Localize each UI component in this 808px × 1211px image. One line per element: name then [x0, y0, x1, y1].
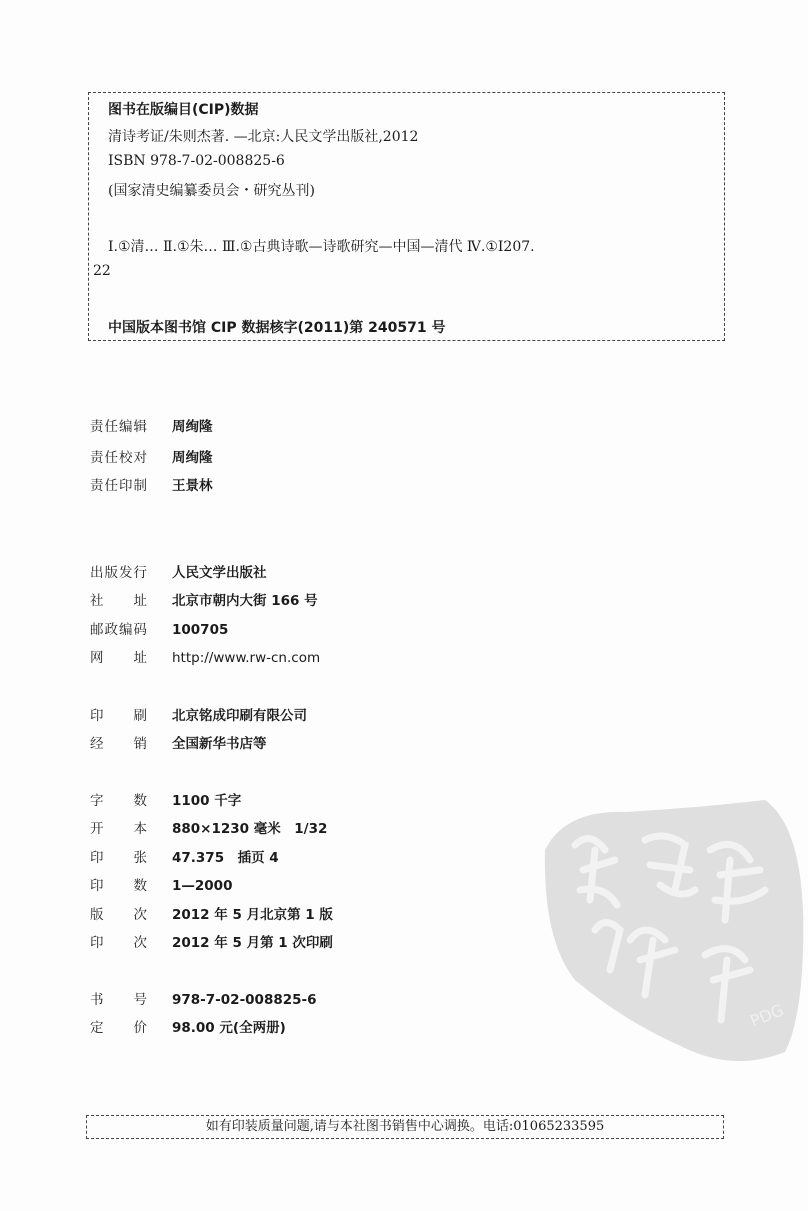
staff-row-proofreader — [90, 448, 213, 468]
publisher-website: http://www.rw-cn.com — [172, 650, 321, 666]
publisher-row-address — [90, 591, 318, 611]
cip-isbn-line: ISBN 978-7-02-008825-6 — [108, 153, 285, 169]
publisher-label: 社 址 — [90, 593, 148, 609]
staff-label: 责任校对 — [90, 450, 148, 466]
notice-box — [86, 1115, 724, 1139]
watermark-seal — [535, 790, 808, 1080]
cip-series-line: (国家清史编纂委员会・研究丛刊) — [108, 183, 315, 199]
book-value: 978-7-02-008825-6 — [172, 992, 317, 1008]
spec-value: 2012 年 5 月北京第 1 版 — [172, 907, 333, 923]
publisher-row-website — [90, 648, 320, 668]
cip-title: 图书在版编目(CIP)数据 — [108, 102, 259, 118]
cip-verification-number: 中国版本图书馆 CIP 数据核字(2011)第 240571 号 — [108, 320, 446, 336]
spec-value: 1—2000 — [172, 878, 233, 894]
spec-row-word-count — [90, 791, 241, 811]
publisher-label: 邮政编码 — [90, 622, 148, 638]
spec-row-edition — [90, 905, 333, 925]
printing-row-distributor — [90, 734, 267, 754]
staff-row-printing-supervisor — [90, 476, 213, 496]
publisher-label: 出版发行 — [90, 565, 148, 581]
book-label: 定 价 — [90, 1020, 148, 1036]
cip-classification-line: Ⅰ.①清… Ⅱ.①朱… Ⅲ.①古典诗歌—诗歌研究—中国—清代 Ⅳ.①I207. — [108, 239, 535, 255]
book-row-price — [90, 1018, 286, 1038]
staff-label: 责任印制 — [90, 478, 148, 494]
publisher-value: 人民文学出版社 — [172, 565, 267, 581]
spec-label: 印 张 — [90, 850, 148, 866]
publisher-value: 100705 — [172, 622, 229, 638]
spec-label: 印 次 — [90, 935, 148, 951]
printing-value: 全国新华书店等 — [172, 736, 267, 752]
notice-text: 如有印装质量问题,请与本社图书销售中心调换。电话:01065233595 — [205, 1119, 605, 1134]
cip-data-box — [88, 92, 725, 341]
book-row-number — [90, 990, 317, 1010]
book-label: 书 号 — [90, 992, 148, 1008]
spec-label: 开 本 — [90, 821, 148, 837]
printing-label: 印 刷 — [90, 708, 148, 724]
staff-value: 周绚隆 — [172, 419, 213, 435]
staff-value: 周绚隆 — [172, 450, 213, 466]
spec-row-format — [90, 819, 327, 839]
publisher-label: 网 址 — [90, 650, 148, 666]
staff-value: 王景林 — [172, 478, 213, 494]
printing-row-printer — [90, 706, 307, 726]
publisher-row-postcode — [90, 620, 228, 640]
spec-value: 1100 千字 — [172, 793, 242, 809]
watermark-text: PDG — [747, 1000, 787, 1031]
spec-value: 2012 年 5 月第 1 次印刷 — [172, 935, 333, 951]
spec-label: 印 数 — [90, 878, 148, 894]
printing-label: 经 销 — [90, 736, 148, 752]
spec-label: 版 次 — [90, 907, 148, 923]
spec-label: 字 数 — [90, 793, 148, 809]
spec-row-print-run — [90, 876, 232, 896]
publisher-row-name — [90, 563, 267, 583]
spec-row-sheets — [90, 848, 279, 868]
cip-bibliographic-line: 清诗考证/朱则杰著. —北京:人民文学出版社,2012 — [108, 129, 419, 145]
book-value: 98.00 元(全两册) — [172, 1020, 286, 1036]
printing-value: 北京铭成印刷有限公司 — [172, 708, 307, 724]
cip-classification-continued: 22 — [93, 263, 111, 279]
staff-row-editor — [90, 417, 213, 437]
publisher-value: 北京市朝内大街 166 号 — [172, 593, 318, 609]
spec-value: 47.375 插页 4 — [172, 850, 279, 866]
spec-value: 880×1230 毫米 1/32 — [172, 821, 328, 837]
staff-label: 责任编辑 — [90, 419, 148, 435]
spec-row-impression — [90, 933, 333, 953]
